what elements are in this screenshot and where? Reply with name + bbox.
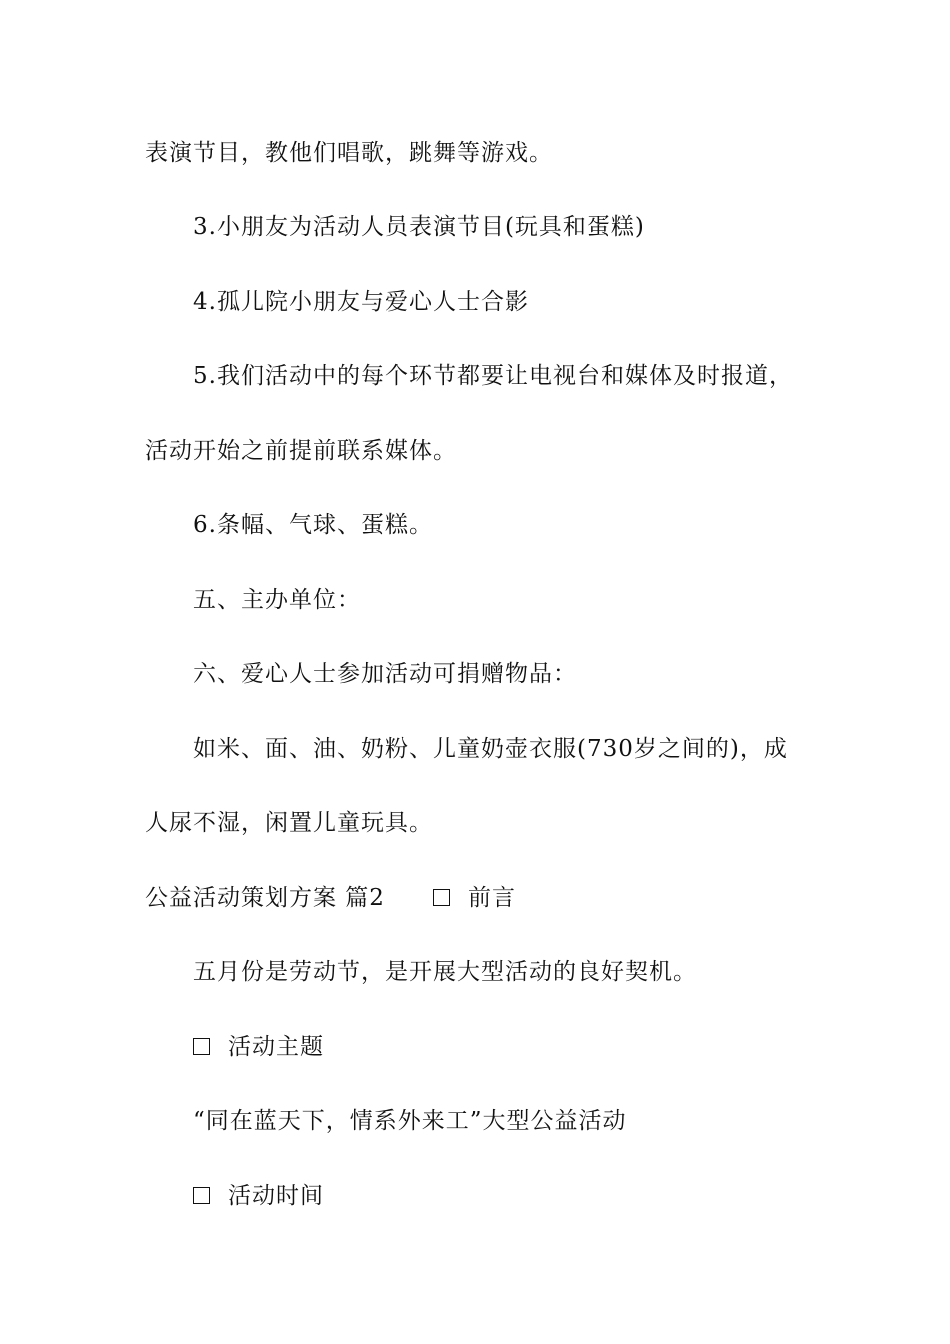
list-item-4: 4.孤儿院小朋友与爱心人士合影 bbox=[193, 289, 529, 315]
time-heading-label: 活动时间 bbox=[228, 1183, 324, 1209]
article-heading bbox=[145, 883, 825, 913]
checkbox-icon bbox=[433, 889, 450, 906]
theme-heading bbox=[193, 1032, 873, 1062]
section-label-preface: 前言 bbox=[467, 885, 516, 911]
checkbox-icon bbox=[193, 1038, 210, 1055]
theme-text: “同在蓝天下，情系外来工”大型公益活动 bbox=[193, 1108, 627, 1134]
paragraph-line: 表演节目，教他们唱歌，跳舞等游戏。 bbox=[145, 140, 553, 166]
section-heading-6: 六、爱心人士参加活动可捐赠物品： bbox=[193, 661, 577, 687]
list-item-3: 3.小朋友为活动人员表演节目(玩具和蛋糕) bbox=[193, 214, 645, 240]
list-item-5: 5.我们活动中的每个环节都要让电视台和媒体及时报道， bbox=[193, 363, 793, 389]
time-heading bbox=[193, 1181, 873, 1211]
list-item-6: 6.条幅、气球、蛋糕。 bbox=[193, 512, 433, 538]
paragraph-line: 人尿不湿，闲置儿童玩具。 bbox=[145, 810, 433, 836]
paragraph-line: 如米、面、油、奶粉、儿童奶壶衣服(730岁之间的)，成 bbox=[193, 736, 788, 762]
article-title: 公益活动策划方案 篇2 bbox=[145, 885, 385, 911]
checkbox-icon bbox=[193, 1187, 210, 1204]
paragraph-line: 五月份是劳动节，是开展大型活动的良好契机。 bbox=[193, 959, 697, 985]
section-heading-5: 五、主办单位： bbox=[193, 587, 361, 613]
paragraph-line: 活动开始之前提前联系媒体。 bbox=[145, 438, 457, 464]
theme-heading-label: 活动主题 bbox=[228, 1034, 324, 1060]
